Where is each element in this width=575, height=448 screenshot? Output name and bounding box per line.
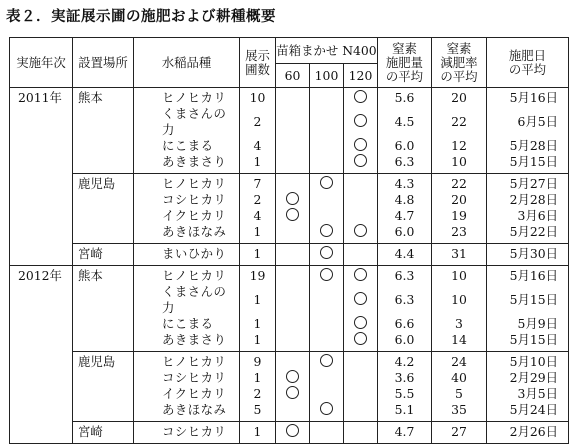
reduction-cell: 27: [432, 422, 487, 444]
n120-mark-cell: [344, 174, 378, 193]
n60-mark-cell: [276, 224, 310, 244]
n120-mark-cell: [344, 284, 378, 316]
header-date: [487, 38, 569, 88]
circle-mark-icon: [354, 268, 367, 281]
header-date-line1: 施肥日: [508, 47, 547, 63]
n120-mark-cell: [344, 106, 378, 138]
date-cell: 5月27日: [487, 174, 569, 193]
n100-mark-cell: [310, 106, 344, 138]
date-cell: 5月9日: [487, 316, 569, 332]
header-year: 実施年次: [10, 38, 73, 88]
table-row: [10, 332, 569, 352]
n60-mark-cell: [276, 332, 310, 352]
fields-cell: 1: [240, 370, 276, 386]
nitrogen-rate-cell: 4.2: [378, 352, 432, 371]
reduction-cell: 31: [432, 244, 487, 266]
year-cell: [10, 316, 73, 332]
location-cell: [73, 284, 134, 316]
n120-mark-cell: [344, 352, 378, 371]
header-fields-line1: 展示: [245, 47, 270, 63]
circle-mark-icon: [354, 114, 367, 127]
table-row: [10, 106, 569, 138]
header-reduction-line2: 減肥率: [440, 54, 478, 70]
n60-mark-cell: [276, 138, 310, 154]
header-location: 設置場所: [73, 38, 134, 88]
n60-mark-cell: [276, 402, 310, 422]
n120-mark-cell: [344, 192, 378, 208]
year-cell: 2011年: [10, 88, 73, 107]
circle-mark-icon: [354, 224, 367, 237]
location-cell: [73, 106, 134, 138]
table-row: [10, 316, 569, 332]
n100-mark-cell: [310, 192, 344, 208]
variety-cell: くまさんの力: [134, 106, 240, 138]
n60-mark-cell: [276, 154, 310, 174]
fields-cell: 10: [240, 88, 276, 107]
nitrogen-rate-cell: 6.3: [378, 284, 432, 316]
nitrogen-rate-cell: 4.8: [378, 192, 432, 208]
variety-cell: イクヒカリ: [134, 208, 240, 224]
date-cell: 2月28日: [487, 192, 569, 208]
variety-cell: にこまる: [134, 316, 240, 332]
circle-mark-icon: [320, 176, 333, 189]
location-cell: [73, 316, 134, 332]
table-row: [10, 402, 569, 422]
n60-mark-cell: [276, 352, 310, 371]
variety-cell: まいひかり: [134, 244, 240, 266]
circle-mark-icon: [286, 192, 299, 205]
header-n120: 120: [344, 64, 378, 88]
location-cell: 熊本: [73, 266, 134, 285]
year-cell: [10, 370, 73, 386]
year-cell: [10, 332, 73, 352]
date-cell: 3月5日: [487, 386, 569, 402]
nitrogen-rate-cell: 4.3: [378, 174, 432, 193]
fields-cell: 7: [240, 174, 276, 193]
location-cell: [73, 402, 134, 422]
table-row: [10, 370, 569, 386]
variety-cell: イクヒカリ: [134, 386, 240, 402]
fields-cell: 1: [240, 332, 276, 352]
n100-mark-cell: [310, 284, 344, 316]
header-fields: [240, 38, 276, 88]
reduction-cell: 10: [432, 266, 487, 285]
variety-cell: ヒノヒカリ: [134, 174, 240, 193]
reduction-cell: 22: [432, 174, 487, 193]
location-cell: 鹿児島: [73, 352, 134, 371]
fields-cell: 5: [240, 402, 276, 422]
table-row: [10, 138, 569, 154]
n100-mark-cell: [310, 88, 344, 107]
fields-cell: 19: [240, 266, 276, 285]
n120-mark-cell: [344, 208, 378, 224]
n120-mark-cell: [344, 138, 378, 154]
n100-mark-cell: [310, 224, 344, 244]
circle-mark-icon: [320, 246, 333, 259]
nitrogen-rate-cell: 6.0: [378, 332, 432, 352]
reduction-cell: 20: [432, 88, 487, 107]
n100-mark-cell: [310, 332, 344, 352]
header-nitrogen-rate-line1: 窒素: [392, 40, 417, 56]
nitrogen-rate-cell: 6.0: [378, 224, 432, 244]
n120-mark-cell: [344, 224, 378, 244]
nitrogen-rate-cell: 6.3: [378, 266, 432, 285]
nitrogen-rate-cell: 6.0: [378, 138, 432, 154]
n100-mark-cell: [310, 208, 344, 224]
table-row: [10, 266, 569, 285]
reduction-cell: 19: [432, 208, 487, 224]
n100-mark-cell: [310, 386, 344, 402]
date-cell: 5月24日: [487, 402, 569, 422]
header-variety: 水稲品種: [134, 38, 240, 88]
circle-mark-icon: [320, 354, 333, 367]
date-cell: 5月15日: [487, 332, 569, 352]
n120-mark-cell: [344, 386, 378, 402]
variety-cell: あきまさり: [134, 332, 240, 352]
date-cell: 5月22日: [487, 224, 569, 244]
nitrogen-rate-cell: 4.5: [378, 106, 432, 138]
circle-mark-icon: [354, 90, 367, 103]
variety-cell: あきまさり: [134, 154, 240, 174]
fields-cell: 9: [240, 352, 276, 371]
location-cell: [73, 192, 134, 208]
variety-cell: あきほなみ: [134, 402, 240, 422]
circle-mark-icon: [320, 402, 333, 415]
n100-mark-cell: [310, 138, 344, 154]
nitrogen-rate-cell: 6.6: [378, 316, 432, 332]
reduction-cell: 14: [432, 332, 487, 352]
fields-cell: 2: [240, 106, 276, 138]
nitrogen-rate-cell: 3.6: [378, 370, 432, 386]
n100-mark-cell: [310, 316, 344, 332]
nitrogen-rate-cell: 5.5: [378, 386, 432, 402]
header-reduction-line1: 窒素: [446, 40, 472, 56]
n60-mark-cell: [276, 208, 310, 224]
table-row: [10, 386, 569, 402]
fields-cell: 1: [240, 244, 276, 266]
n100-mark-cell: [310, 422, 344, 444]
circle-mark-icon: [286, 208, 299, 221]
n120-mark-cell: [344, 402, 378, 422]
year-cell: [10, 174, 73, 193]
n60-mark-cell: [276, 88, 310, 107]
table-row: [10, 284, 569, 316]
year-cell: [10, 224, 73, 244]
fields-cell: 4: [240, 138, 276, 154]
table-row: [10, 244, 569, 266]
reduction-cell: 22: [432, 106, 487, 138]
n60-mark-cell: [276, 244, 310, 266]
nitrogen-rate-cell: 5.6: [378, 88, 432, 107]
n120-mark-cell: [344, 266, 378, 285]
variety-cell: コシヒカリ: [134, 422, 240, 444]
variety-cell: にこまる: [134, 138, 240, 154]
n120-mark-cell: [344, 422, 378, 444]
nitrogen-rate-cell: 4.7: [378, 422, 432, 444]
fields-cell: 2: [240, 192, 276, 208]
variety-cell: コシヒカリ: [134, 192, 240, 208]
year-cell: [10, 402, 73, 422]
n60-mark-cell: [276, 370, 310, 386]
table-row: [10, 88, 569, 107]
fields-cell: 1: [240, 284, 276, 316]
location-cell: 熊本: [73, 88, 134, 107]
circle-mark-icon: [354, 138, 367, 151]
reduction-cell: 40: [432, 370, 487, 386]
variety-cell: ヒノヒカリ: [134, 266, 240, 285]
n120-mark-cell: [344, 244, 378, 266]
fields-cell: 2: [240, 386, 276, 402]
header-date-line2: の平均: [508, 61, 547, 77]
table-row: [10, 352, 569, 371]
location-cell: 宮崎: [73, 422, 134, 444]
reduction-cell: 5: [432, 386, 487, 402]
n100-mark-cell: [310, 370, 344, 386]
circle-mark-icon: [320, 224, 333, 237]
location-cell: [73, 138, 134, 154]
table-row: [10, 192, 569, 208]
header-n100: 100: [310, 64, 344, 88]
variety-cell: くまさんの力: [134, 284, 240, 316]
location-cell: 宮崎: [73, 244, 134, 266]
n100-mark-cell: [310, 154, 344, 174]
nitrogen-rate-cell: 4.7: [378, 208, 432, 224]
n60-mark-cell: [276, 106, 310, 138]
fertilizer-table: [9, 37, 569, 444]
date-cell: 2月29日: [487, 370, 569, 386]
reduction-cell: 24: [432, 352, 487, 371]
year-cell: [10, 352, 73, 371]
year-cell: [10, 154, 73, 174]
header-n60: 60: [276, 64, 310, 88]
fields-cell: 1: [240, 316, 276, 332]
n60-mark-cell: [276, 174, 310, 193]
date-cell: 5月28日: [487, 138, 569, 154]
variety-cell: ヒノヒカリ: [134, 352, 240, 371]
circle-mark-icon: [286, 370, 299, 383]
table-row: [10, 208, 569, 224]
header-nursery: 苗箱まかせ N400: [276, 38, 378, 64]
table-row: [10, 154, 569, 174]
n100-mark-cell: [310, 352, 344, 371]
date-cell: 5月16日: [487, 88, 569, 107]
n60-mark-cell: [276, 266, 310, 285]
year-cell: [10, 244, 73, 266]
reduction-cell: 20: [432, 192, 487, 208]
table-row: [10, 224, 569, 244]
date-cell: 5月30日: [487, 244, 569, 266]
nitrogen-rate-cell: 6.3: [378, 154, 432, 174]
header-fields-line2: 圃数: [245, 61, 270, 77]
location-cell: [73, 370, 134, 386]
header-reduction-line3: の平均: [440, 68, 478, 84]
reduction-cell: 12: [432, 138, 487, 154]
reduction-cell: 35: [432, 402, 487, 422]
n100-mark-cell: [310, 266, 344, 285]
variety-cell: あきほなみ: [134, 224, 240, 244]
reduction-cell: 10: [432, 154, 487, 174]
date-cell: 6月5日: [487, 106, 569, 138]
location-cell: [73, 224, 134, 244]
circle-mark-icon: [354, 154, 367, 167]
fields-cell: 4: [240, 208, 276, 224]
n60-mark-cell: [276, 422, 310, 444]
variety-cell: コシヒカリ: [134, 370, 240, 386]
date-cell: 5月15日: [487, 284, 569, 316]
fields-cell: 1: [240, 422, 276, 444]
table-row: [10, 174, 569, 193]
n60-mark-cell: [276, 192, 310, 208]
year-cell: [10, 386, 73, 402]
n100-mark-cell: [310, 244, 344, 266]
header-nitrogen-rate-line3: の平均: [385, 68, 424, 84]
table-row: [10, 422, 569, 444]
location-cell: [73, 386, 134, 402]
reduction-cell: 10: [432, 284, 487, 316]
nitrogen-rate-cell: 5.1: [378, 402, 432, 422]
year-cell: 2012年: [10, 266, 73, 285]
n60-mark-cell: [276, 386, 310, 402]
location-cell: [73, 208, 134, 224]
n120-mark-cell: [344, 332, 378, 352]
year-cell: [10, 208, 73, 224]
table-body: [10, 88, 569, 444]
circle-mark-icon: [354, 316, 367, 329]
date-cell: 5月16日: [487, 266, 569, 285]
circle-mark-icon: [286, 424, 299, 437]
location-cell: [73, 332, 134, 352]
header-nitrogen-rate-line2: 施肥量: [385, 54, 424, 70]
fields-cell: 1: [240, 154, 276, 174]
location-cell: 鹿児島: [73, 174, 134, 193]
reduction-cell: 23: [432, 224, 487, 244]
circle-mark-icon: [320, 268, 333, 281]
circle-mark-icon: [286, 386, 299, 399]
location-cell: [73, 154, 134, 174]
nitrogen-rate-cell: 4.4: [378, 244, 432, 266]
n60-mark-cell: [276, 284, 310, 316]
table-title: 表２．実証展示圃の施肥および耕種概要: [6, 9, 276, 25]
fields-cell: 1: [240, 224, 276, 244]
year-cell: [10, 284, 73, 316]
n100-mark-cell: [310, 174, 344, 193]
n120-mark-cell: [344, 316, 378, 332]
variety-cell: ヒノヒカリ: [134, 88, 240, 107]
date-cell: 5月10日: [487, 352, 569, 371]
n120-mark-cell: [344, 154, 378, 174]
year-cell: [10, 138, 73, 154]
header-reduction: [432, 38, 487, 88]
date-cell: 2月26日: [487, 422, 569, 444]
circle-mark-icon: [354, 292, 367, 305]
date-cell: 3月6日: [487, 208, 569, 224]
n100-mark-cell: [310, 402, 344, 422]
year-cell: [10, 106, 73, 138]
year-cell: [10, 422, 73, 444]
circle-mark-icon: [354, 332, 367, 345]
header-nitrogen-rate: [378, 38, 432, 88]
reduction-cell: 3: [432, 316, 487, 332]
n120-mark-cell: [344, 370, 378, 386]
n60-mark-cell: [276, 316, 310, 332]
n120-mark-cell: [344, 88, 378, 107]
year-cell: [10, 192, 73, 208]
date-cell: 5月15日: [487, 154, 569, 174]
